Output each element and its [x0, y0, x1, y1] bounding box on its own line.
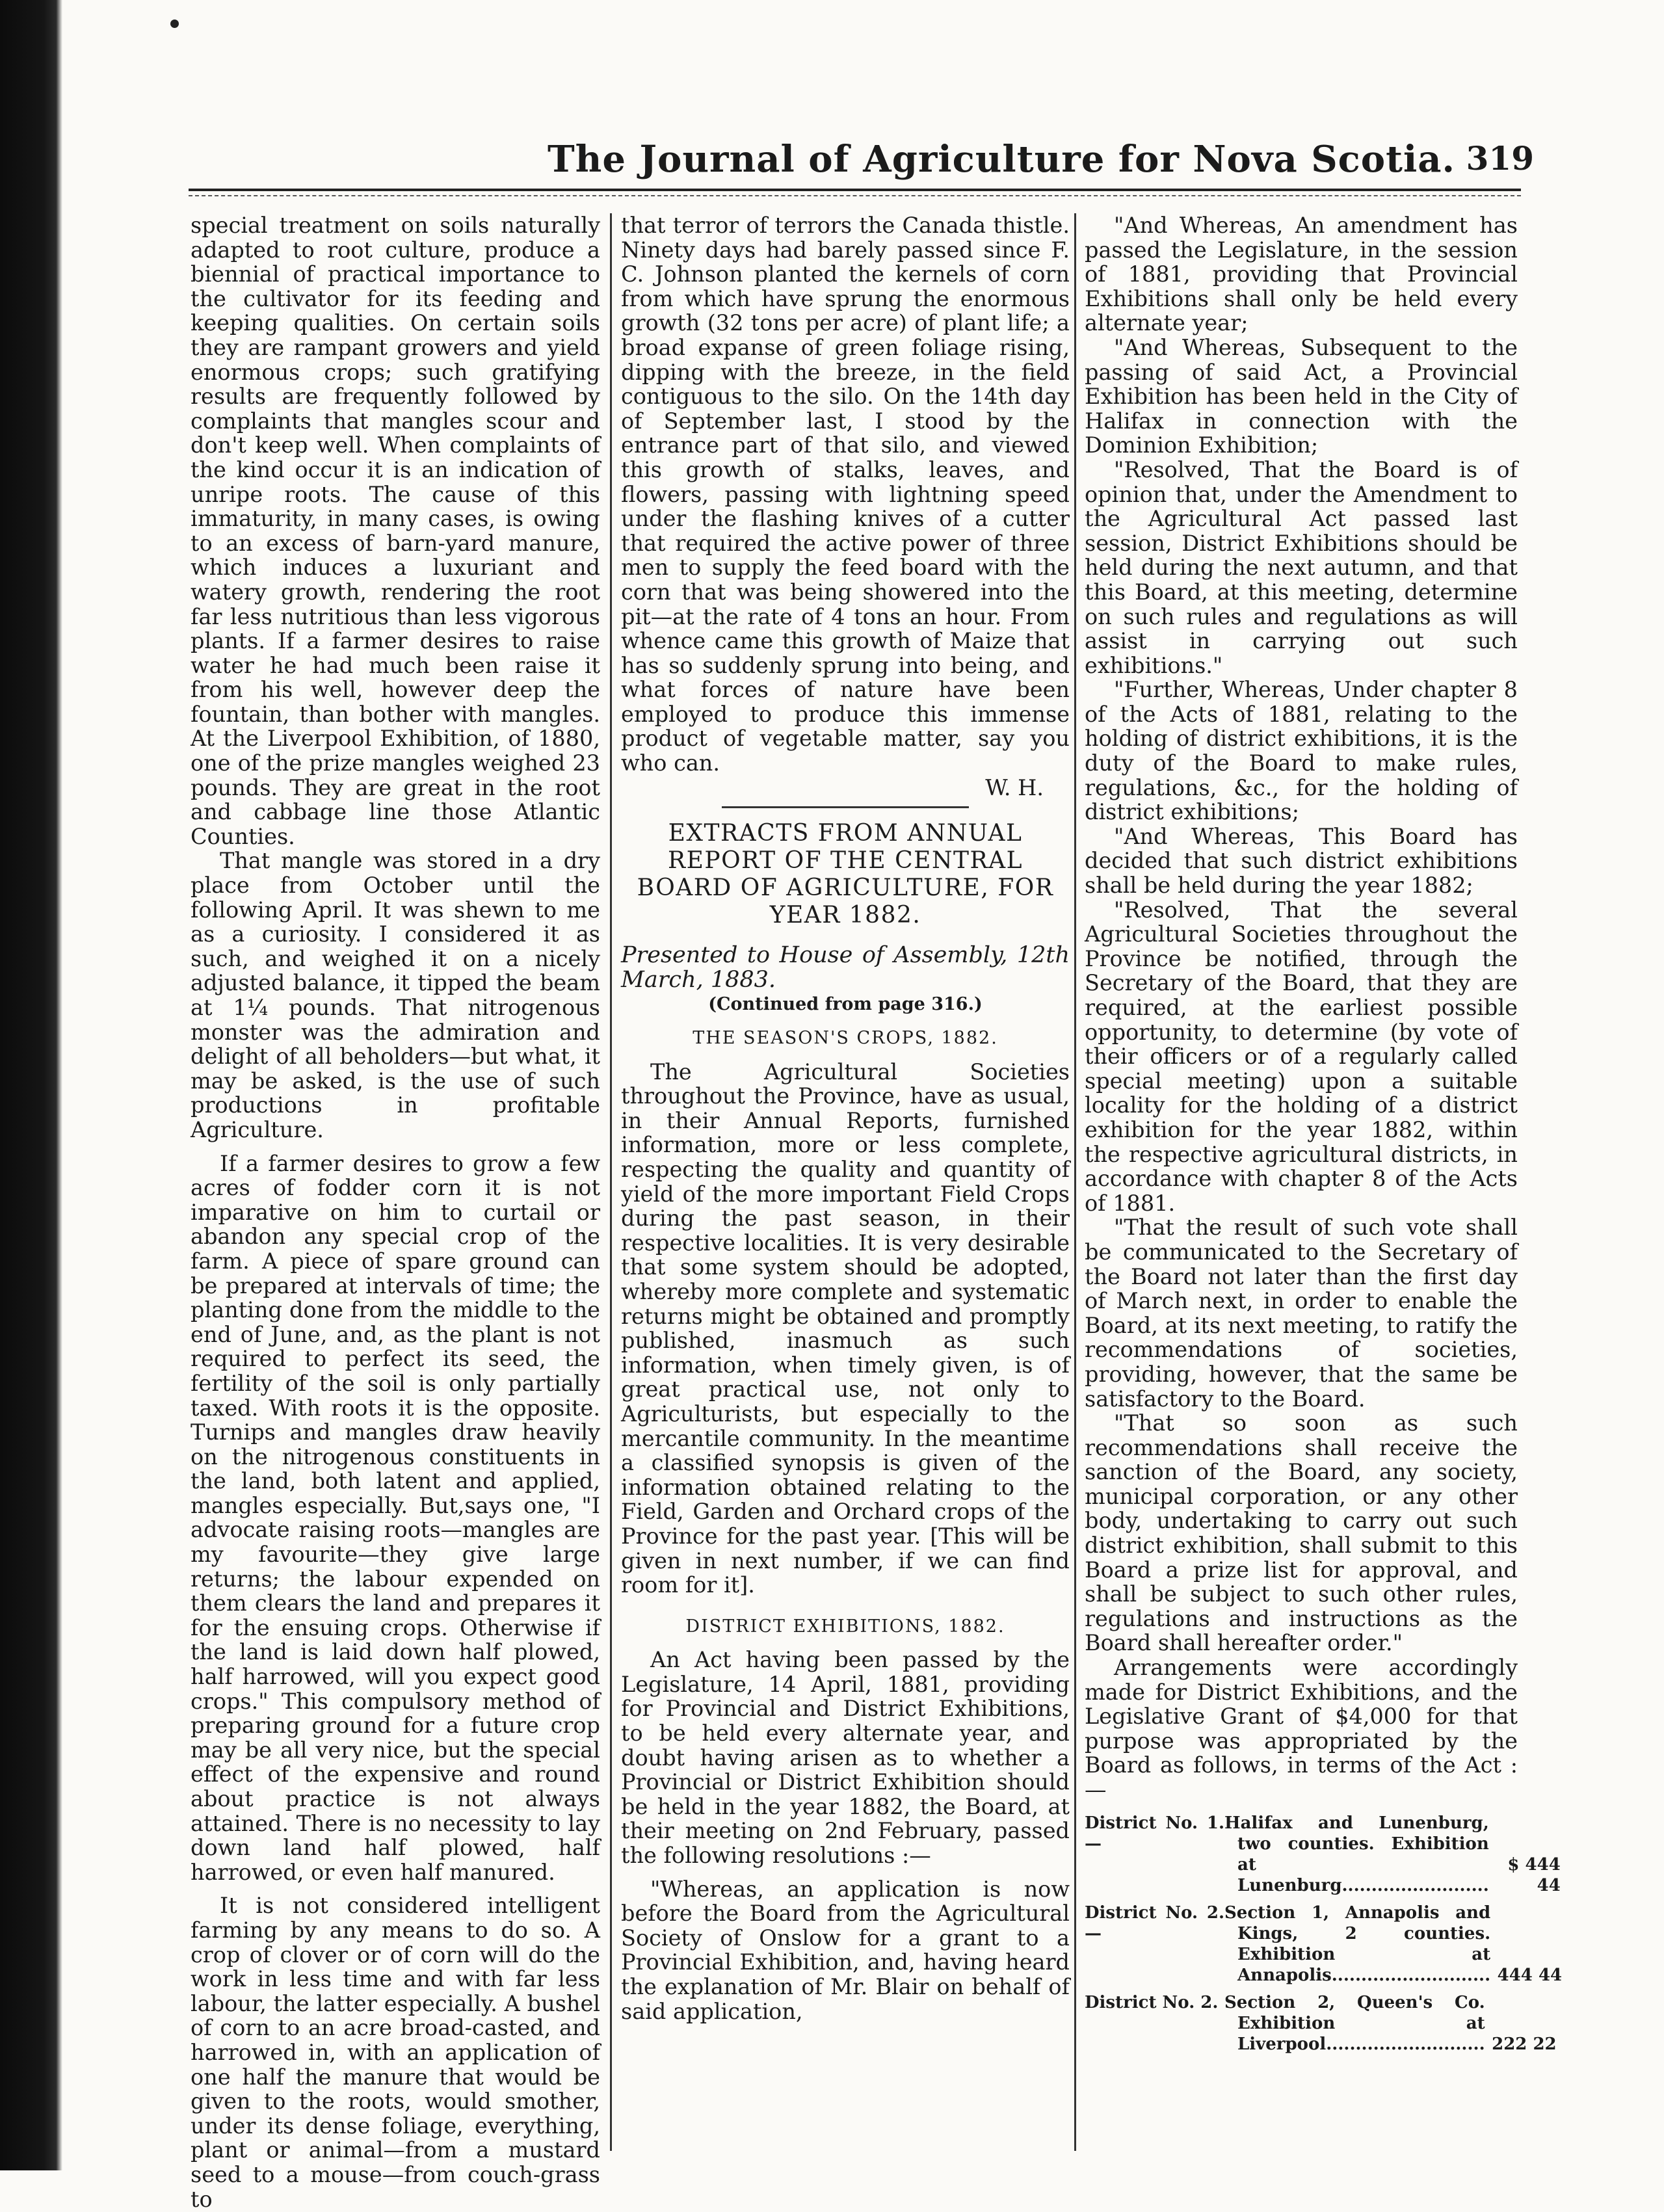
paragraph: "And Whereas, This Board has decided that such district exhibitions shall be held during the year 1882;	[1085, 823, 1518, 899]
paragraph: An Act having been passed by the Legislature, 14 April, 1881, providing for Provincial and District Exhibitions, to be held every alternate year, and doubt having arisen as to whether a Provincial or District Exhibition should be held in the year 1882, the Board, at their meeting on 2nd February, passed the following resolutions :—	[621, 1647, 1070, 1869]
district-heading: DISTRICT EXHIBITIONS, 1882.	[685, 1616, 1005, 1637]
paragraph: "That so soon as such recommendations shall receive the sanction of the Board, any society, municipal corporation, or any other body, undertaking to carry out such district exhibition, shall submit to this Board a prize list for approval, and shall be subject to such other rules, regulations and instructions as the Board shall hereafter order."	[1085, 1410, 1518, 1656]
paragraph: "Resolved, That the Board is of opinion that, under the Amendment to the Agricultural Act passed last session, District Exhibitions should be held during the next autumn, and that this Board, at this meeting, determine on such rules and regulations as will assist in carrying out such exhibitions."	[1085, 456, 1518, 678]
grant-amount: 444 44	[1497, 1965, 1563, 1985]
author-signature: W. H.	[985, 774, 1044, 800]
grant-amount: $ 444 44	[1507, 1854, 1561, 1895]
paragraph: It is not considered intelligent farming by any means to do so. A crop of clover or of corn will do the work in less time and with far less labour, the latter especially. A bushel of corn to an acre broad-casted, and harrowed in, with an application of one half the manure that would be given to the roots, would smother, under its dense foliage, everything, plant or animal—from a mustard seed to a mouse—from couch-grass to	[191, 1893, 600, 2212]
paragraph-continuation: special treatment on soils naturally adapted to root culture, produce a biennial of practical importance to the cultivator for its feeding and keeping qualities. On certain soils they are rampant growers and yield enormous crops; such gratifying results are frequently followed by complaints that mangles scour and don't keep well. When complaints of the kind occur it is an indication of unripe roots. The cause of this immaturity, in many cases, is owing to an excess of barn-yard manure, which induces a luxuriant and watery growth, rendering the root far less nutritious than less vigorous plants. If a farmer desires to raise water he had much been raise it from his well, however deep the fountain, than bother with mangles. At the Liverpool Exhibition, of 1880, one of the prize mangles weighed 23 pounds. They are great in the root and cabbage line those Atlantic Counties.	[191, 213, 600, 849]
header-rule-dashed	[189, 195, 1521, 196]
grant-district: District No. 2.	[1085, 1992, 1219, 2012]
grant-amount: 222 22	[1492, 2034, 1557, 2054]
column-divider-right	[1074, 213, 1076, 2151]
paragraph: "And Whereas, An amendment has passed the Legislature, in the session of 1881, providing that Provincial Exhibitions shall only be held every alternate year;	[1085, 213, 1518, 336]
paragraph: Arrangements were accordingly made for District Exhibitions, and the Legislative Grant of $4,000 for that purpose was appropriated by the Board as follows, in terms of the Act :—	[1085, 1655, 1518, 1802]
crops-heading: THE SEASON'S CROPS, 1882.	[693, 1028, 998, 1049]
header-rule	[189, 189, 1521, 191]
grant-row	[1085, 1903, 1563, 1986]
paragraph: That mangle was stored in a dry place from October until the following April. It was shewn to me as a curiosity. I considered it as such, and weighed it on a nicely adjusted balance, it tipped the beam at 1¼ pounds. That nitrogenous monster was the admiration and delight of all beholders—but what, it may be asked, is the use of such productions in profitable Agriculture.	[191, 848, 600, 1142]
grant-row	[1085, 1992, 1557, 2055]
page-number: 319	[1466, 139, 1534, 178]
section-title: EXTRACTS FROM ANNUAL REPORT OF THE CENTRAL BOARD OF AGRICULTURE, FOR YEAR 1882.	[637, 820, 1054, 929]
page-header	[215, 138, 1534, 183]
column-right	[1085, 213, 1563, 2061]
grant-description: Section 2, Queen's Co. Exhibition at Liverpool...........................	[1224, 1992, 1485, 2054]
column-left	[191, 213, 600, 2211]
paragraph: The Agricultural Societies throughout the Province, have as usual, in their Annual Reports, furnished information, more or less complete, respecting the quality and quantity of yield of the more important Field Crops during the past season, in their respective localities. It is very desirable that some system should be adopted, whereby more complete and systematic returns might be obtained and promptly published, inasmuch as such information, when timely given, is of great practical use, not only to Agriculturists, but especially to the mercantile community. In the meantime a classified synopsis is given of the information obtained relating to the Field, Garden and Orchard crops of the Province for the past year. [This will be given in next number, if we can find room for it].	[621, 1059, 1070, 1598]
section-rule	[722, 806, 969, 808]
grant-district: District No. 1.—	[1085, 1813, 1224, 1854]
column-divider-left	[610, 213, 612, 2151]
grant-district: District No. 2.—	[1085, 1903, 1224, 1943]
paragraph: "And Whereas, Subsequent to the passing of said Act, a Provincial Exhibition has been held in the City of Halifax in connection with the Dominion Exhibition;	[1085, 334, 1518, 458]
paragraph: "Whereas, an application is now before the Board from the Agricultural Society of Onslow for a grant to a Provincial Exhibition, and, having heard the explanation of Mr. Blair on behalf of said application,	[621, 1876, 1070, 2024]
paragraph-continuation: that terror of terrors the Canada thistle. Ninety days had barely passed since F. C. Johnson planted the kernels of corn from which have sprung the enormous growth (32 tons per acre) of plant life; a broad expanse of green foliage rising, dipping with the breeze, in the field contiguous to the silo. On the 14th day of September last, I stood by the entrance part of that silo, and viewed this growth of stalks, leaves, and flowers, passing with lightning speed under the flashing knives of a cutter that required the active power of three men to supply the feed board with the corn that was being showered into the pit—at the rate of 4 tons an hour. From whence came this growth of Maize that has so suddenly sprung into being, and what forces of nature have been employed to produce this immense product of vegetable matter, say you who can.	[621, 213, 1070, 776]
journal-title: The Journal of Agriculture for Nova Scotia.	[547, 138, 1456, 181]
presented-note: Presented to House of Assembly, 12th March, 1883.	[621, 942, 1070, 993]
column-middle	[621, 213, 1070, 2023]
grant-description: Halifax and Lunenburg, two counties. Exhibition at Lunenburg.........................	[1224, 1813, 1489, 1895]
continued-note: (Continued from page 316.)	[708, 994, 983, 1015]
paragraph: "Further, Whereas, Under chapter 8 of the Acts of 1881, relating to the holding of district exhibitions, it is the duty of the Board to make rules, regulations, &c., for the holding of district exhibitions;	[1085, 677, 1518, 825]
grant-description: Section 1, Annapolis and Kings, 2 counties. Exhibition at Annapolis...........................	[1224, 1903, 1491, 1985]
grant-row	[1085, 1813, 1561, 1896]
signature-line	[621, 776, 1070, 800]
print-speck	[170, 20, 179, 28]
scan-binding-edge	[0, 0, 62, 2170]
paragraph: If a farmer desires to grow a few acres of fodder corn it is not imparative on him to curtail or abandon any special crop of the farm. A piece of spare ground can be prepared at intervals of time; the planting done from the middle to the end of June, and, as the plant is not required to perfect its seed, the fertility of the soil is only partially taxed. With roots it is the opposite. Turnips and mangles draw heavily on the nitrogenous constituents in the land, both latent and applied, mangles especially. But,says one, "I advocate raising roots—mangles are my favourite—they give large returns; the labour expended on them clears the land and prepares it for the ensuing crops. Otherwise if the land is laid down half plowed, half harrowed, will you expect good crops." This compulsory method of preparing ground for a future crop may be all very nice, but the special effect of the expensive and round about practice is not always attained. There is no necessity to lay down land half plowed, half harrowed, or even half manured.	[191, 1150, 600, 1885]
paragraph: "That the result of such vote shall be communicated to the Secretary of the Board not later than the first day of March next, in order to enable the Board, at its next meeting, to ratify the recommendations of societies, providing, however, that the same be satisfactory to the Board.	[1085, 1215, 1518, 1412]
paragraph: "Resolved, That the several Agricultural Societies throughout the Province be notified, through the Secretary of the Board, that they are required, at the earliest possible opportunity, to determine (by vote of their officers or of a regularly called special meeting) upon a suitable locality for the holding of a district exhibition for the year 1882, within the respective agricultural districts, in accordance with chapter 8 of the Acts of 1881.	[1085, 897, 1518, 1216]
